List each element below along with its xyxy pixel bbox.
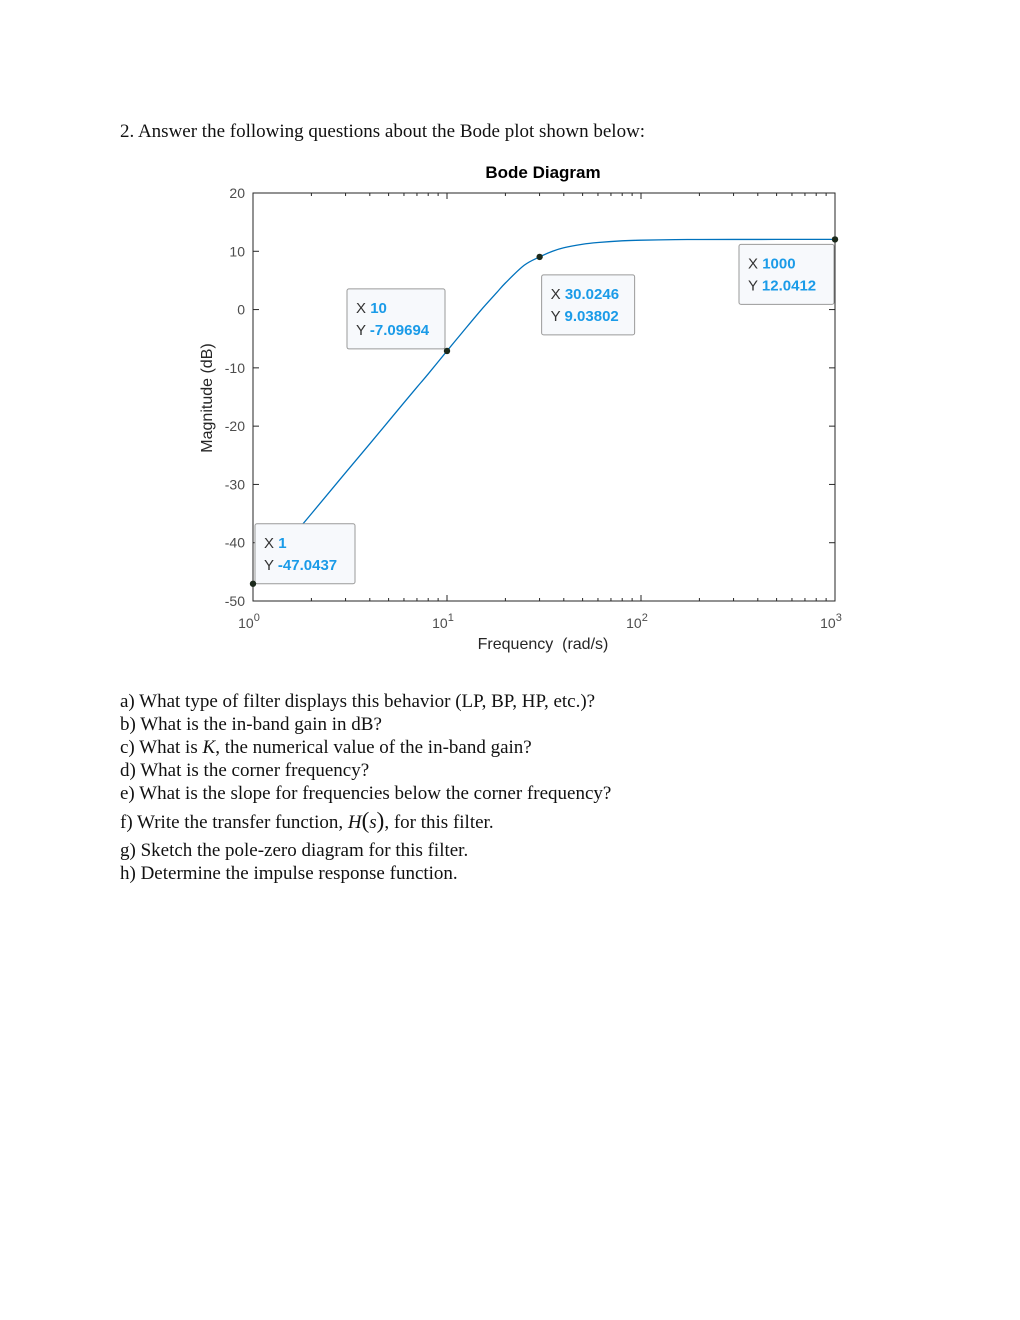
datatip-y: Y -47.0437 — [264, 556, 338, 574]
question-list — [120, 690, 611, 885]
datatip-box — [739, 244, 834, 304]
chart-title: Bode Diagram — [485, 163, 601, 182]
x-tick-label: $10^1$ — [432, 612, 454, 631]
datatip-marker — [250, 581, 256, 587]
datatip-box — [255, 524, 355, 584]
datatip-y: Y 9.03802 — [550, 307, 619, 325]
datatip-x: X 10 — [356, 299, 387, 317]
datatip-marker — [536, 254, 542, 260]
datatip-box — [542, 275, 635, 335]
question-d: d) What is the corner frequency? — [120, 760, 370, 781]
question-h: h) Determine the impulse response function. — [120, 863, 458, 884]
y-axis-label: Magnitude (dB) — [199, 343, 216, 453]
datatip-x: X 1 — [264, 534, 287, 552]
y-tick-label: 20 — [229, 185, 245, 201]
datatip-x: X 1000 — [748, 255, 796, 273]
datatip-marker — [444, 348, 450, 354]
y-tick-label: 0 — [237, 301, 245, 318]
datatip-box — [347, 289, 445, 349]
x-tick-label: $10^0$ — [238, 612, 260, 631]
x-axis-label: Frequency (rad/s) — [477, 636, 609, 653]
datatip-y: Y 12.0412 — [748, 277, 817, 295]
question-c: c) What is K, the numerical value of the in-band gain? — [120, 737, 532, 758]
y-tick-label: 10 — [229, 243, 245, 260]
problem-intro: 2. Answer the following questions about the Bode plot shown below: — [120, 121, 646, 142]
datatip-y: Y -7.09694 — [356, 321, 430, 339]
y-tick-label: -50 — [224, 593, 245, 609]
question-b: b) What is the in-band gain in dB? — [120, 714, 382, 735]
y-tick-label: -10 — [224, 359, 245, 376]
question-g: g) Sketch the pole-zero diagram for this filter. — [120, 840, 469, 861]
x-tick-label: $10^2$ — [626, 612, 648, 631]
datatip-marker — [832, 236, 838, 242]
question-f: f) Write the transfer function, H(s), for this filter. — [120, 808, 494, 833]
x-tick-label: $10^3$ — [820, 612, 842, 631]
datatip-x: X 30.0246 — [550, 285, 620, 303]
y-tick-label: -20 — [224, 418, 245, 435]
y-tick-label: -40 — [224, 534, 245, 551]
question-e: e) What is the slope for frequencies below the corner frequency? — [120, 783, 612, 804]
question-a: a) What type of filter displays this behavior (LP, BP, HP, etc.)? — [120, 691, 596, 712]
y-tick-label: -30 — [224, 476, 245, 493]
